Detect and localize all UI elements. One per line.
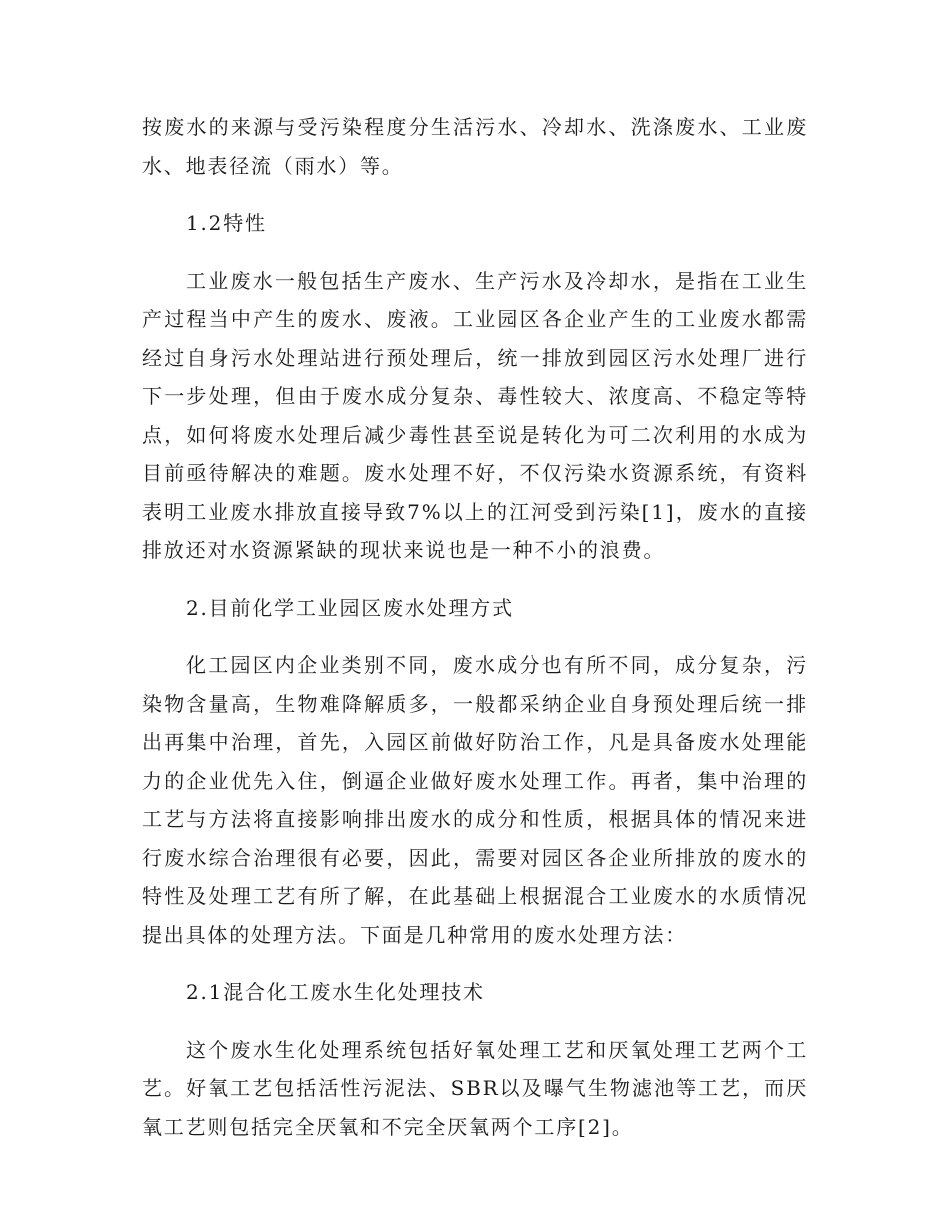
section-heading-2: 2.目前化学工业园区废水处理方式 <box>186 595 514 620</box>
paragraph-biochemical-system: 这个废水生化处理系统包括好氧处理工艺和厌氧处理工艺两个工艺。好氧工艺包括活性污泥法、SBR以及曝气生物滤池等工艺，而厌氧工艺则包括完全厌氧和不完全厌氧两个工序[2]。 <box>142 1037 808 1139</box>
section-heading-2-1: 2.1混合化工废水生化处理技术 <box>186 980 485 1004</box>
paragraph-characteristics: 工业废水一般包括生产废水、生产污水及冷却水，是指在工业生产过程当中产生的废水、废液。工业园区各企业产生的工业废水都需经过自身污水处理站进行预处理后，统一排放到园区污水处理厂进行下一步处理，但由于废水成分复杂、毒性较大、浓度高、不稳定等特点，如何将废水处理后减少毒性甚至说是转化为可二次利用的水成为目前亟待解决的难题。废水处理不好，不仅污染水资源系统，有资料表明工业废水排放直接导致7%以上的江河受到污染[1]，废水的直接排放还对水资源紧缺的现状来说也是一种不小的浪费。 <box>142 268 808 562</box>
document-body <box>142 108 808 1165</box>
paragraph-wastewater-sources: 按废水的来源与受污染程度分生活污水、冷却水、洗涤废水、工业废水、地表径流（雨水）等。 <box>142 115 808 178</box>
section-heading-1-2: 1.2特性 <box>186 211 267 235</box>
paragraph-treatment-methods: 化工园区内企业类别不同，废水成分也有所不同，成分复杂，污染物含量高，生物难降解质多，一般都采纳企业自身预处理后统一排出再集中治理，首先，入园区前做好防治工作，凡是具备废水处理能力的企业优先入住，倒逼企业做好废水处理工作。再者，集中治理的工艺与方法将直接影响排出废水的成分和性质，根据具体的情况来进行废水综合治理很有必要，因此，需要对园区各企业所排放的废水的特性及处理工艺有所了解，在此基础上根据混合工业废水的水质情况提出具体的处理方法。下面是几种常用的废水处理方法： <box>142 653 808 947</box>
